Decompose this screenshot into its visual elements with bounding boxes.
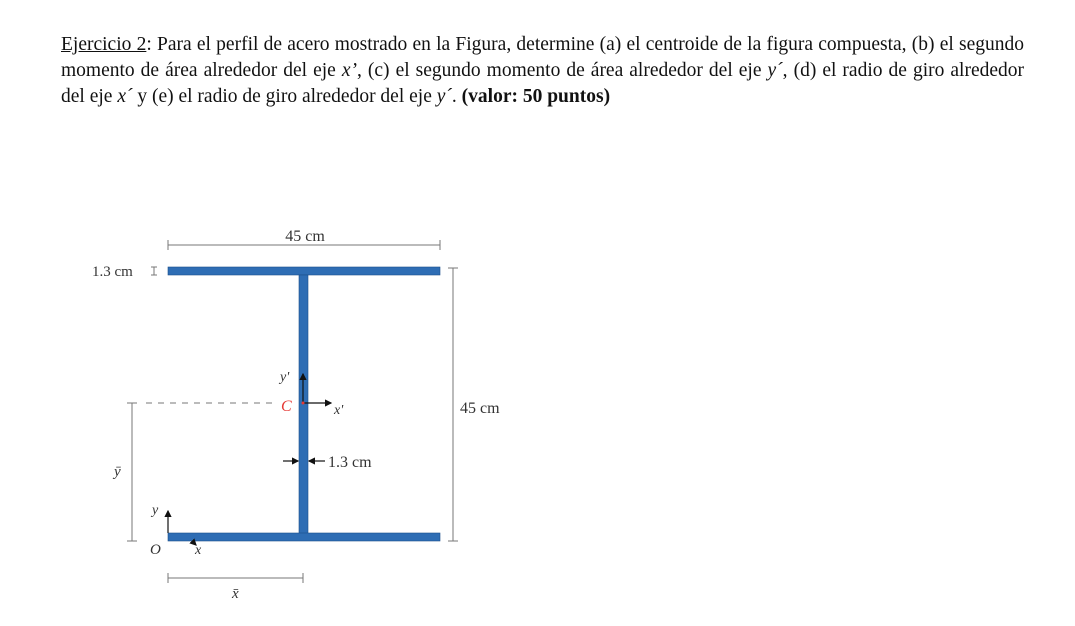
var-x-prime: x´ <box>117 86 133 107</box>
web <box>299 275 308 534</box>
origin-label: O <box>150 542 161 558</box>
bottom-flange <box>168 533 440 541</box>
y-axis-label: y <box>152 503 159 518</box>
statement-text: , (c) el segundo momento de área alrededor del eje <box>357 60 768 81</box>
statement-text: . <box>451 86 462 107</box>
web-thickness-label: 1.3 cm <box>328 454 372 471</box>
points-label: (valor: 50 puntos) <box>461 86 611 107</box>
y-bar-label: ȳ <box>114 464 121 480</box>
var-x-prime: x’ <box>341 60 357 81</box>
flange-thickness-label: 1.3 cm <box>92 264 133 280</box>
top-flange <box>168 267 440 275</box>
x-bar-label: x̄ <box>232 586 239 602</box>
statement-text: : Para el perfil de acero mostrado en la Figura, determine (a) el centroide de la figura compuesta, (b) el segundo momento de área alrededor del eje <box>61 34 1024 81</box>
centroid-point <box>302 402 305 405</box>
var-y-prime: y´ <box>436 86 452 107</box>
centroid-label: C <box>281 398 292 415</box>
height-label: 45 cm <box>460 400 500 417</box>
statement-text: y (e) el radio de giro alrededor del eje <box>132 86 437 107</box>
x-prime-label: x' <box>334 403 344 418</box>
var-y-prime: y´ <box>767 60 783 81</box>
y-prime-label: y' <box>280 370 290 385</box>
exercise-title: Ejercicio 2 <box>61 34 147 55</box>
width-label: 45 cm <box>285 228 325 245</box>
x-axis-label: x <box>195 543 202 558</box>
statement-text: , (d) el radio de giro alrededor del eje <box>61 60 1024 107</box>
dimension-lines <box>127 240 458 583</box>
